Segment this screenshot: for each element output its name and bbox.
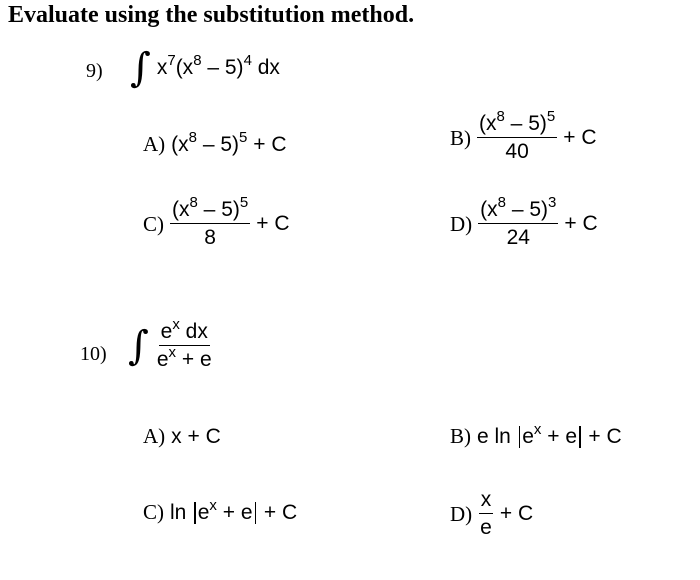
fraction: $\frac{e^x dx}{e^x + e}$ [156,316,212,371]
q10-choice-d: D) $\frac{x}{e}$ + C [450,488,534,539]
fraction: $\frac{(x^8 - 5)^5}{40}$ [479,108,556,163]
q9-choice-b: B) $\frac{(x^8 - 5)^5}{40}$ + C [450,108,597,163]
q10-choice-b: B) e $\ln e^x + e + C$ [450,420,622,448]
integral-sign: ∫ [130,45,151,91]
question-9-integrand: $x^7(x^8 - 5)^4$ dx [156,52,280,79]
q9-choice-c: C) $\frac{(x^8 - 5)^5}{8}$ + C [143,194,290,249]
fraction: $\frac{(x^8 - 5)^3}{24}$ [480,194,557,249]
page-title: Evaluate using the substitution method. [8,2,415,28]
q9-choice-d: D) $\frac{(x^8 - 5)^3}{24}$ + C [450,194,598,249]
fraction: $\frac{(x^8 - 5)^5}{8}$ [172,194,249,249]
question-9-number: 9) [86,60,103,82]
q9-choice-a: A) $(x^8 - 5)^5 + C$ [143,128,287,156]
integral-sign: ∫ [128,323,149,369]
q10-choice-a: A) x + C [143,424,221,448]
question-10-number: 10) [80,343,107,365]
fraction: $\frac{x}{e}$ [480,488,492,539]
question-10-integral [128,316,214,372]
question-9-integral [130,45,280,91]
q10-choice-c: C) $\ln e^x + e + C$ [143,496,298,524]
